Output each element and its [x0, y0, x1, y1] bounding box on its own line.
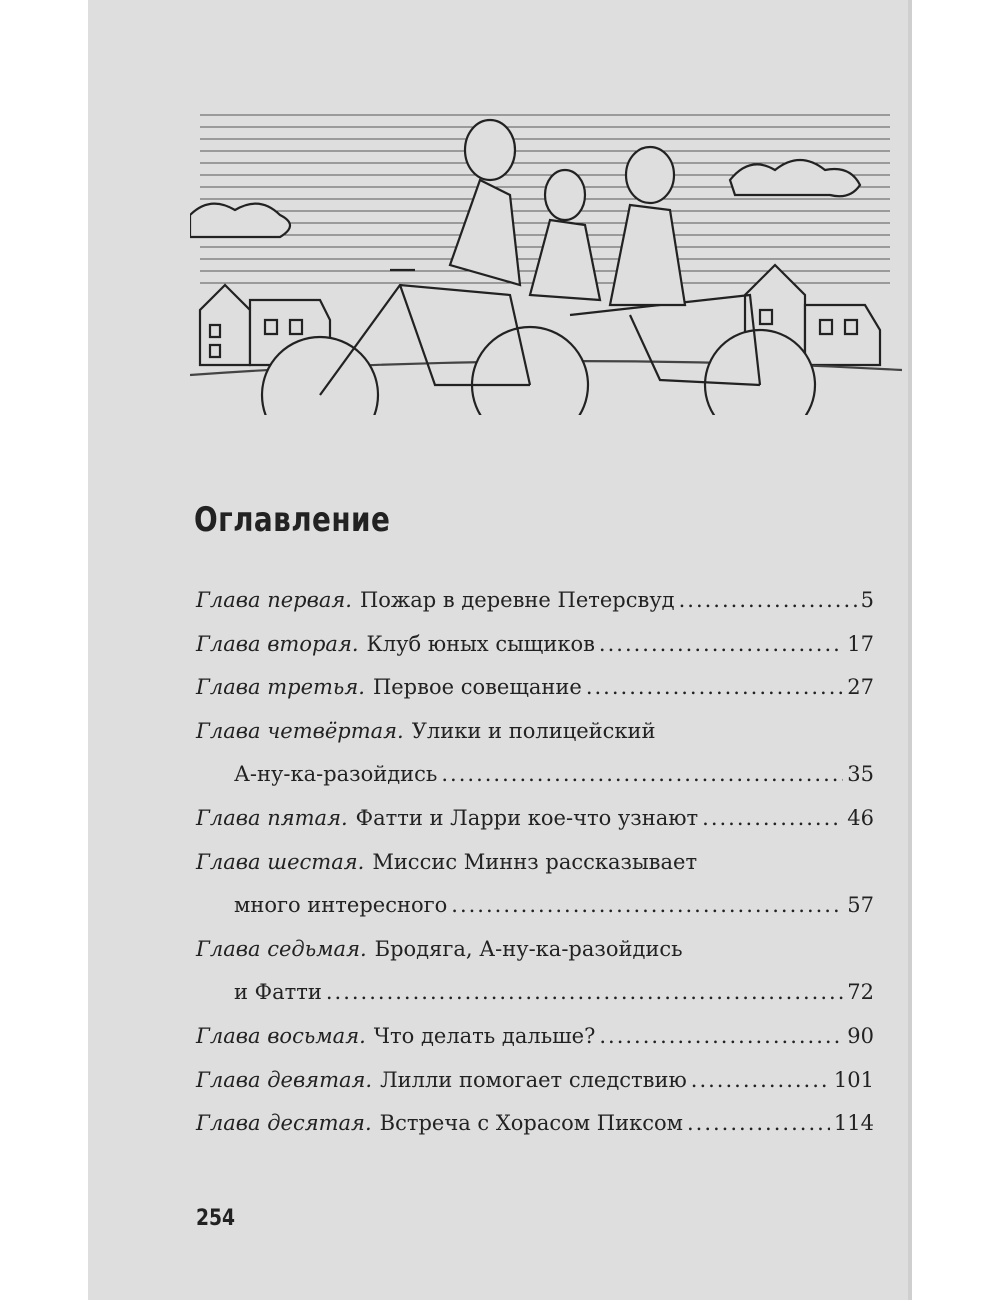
children-on-bicycles-illustration	[190, 95, 902, 415]
chapter-label: Глава седьмая.	[196, 936, 367, 961]
children	[450, 120, 685, 305]
page-ref: 17	[847, 631, 874, 656]
page-ref: 90	[847, 1023, 874, 1048]
chapter-label: Глава пятая.	[196, 805, 348, 830]
chapter-label: Глава шестая.	[196, 849, 365, 874]
chapter-title: Пожар в деревне Петерсвуд	[359, 588, 675, 612]
toc-entry-continuation[interactable]	[196, 893, 874, 937]
chapter-label: Глава третья.	[196, 675, 365, 700]
chapter-title: Клуб юных сыщиков	[366, 631, 595, 656]
toc-entry-continuation[interactable]	[196, 762, 874, 806]
leader-dots	[441, 762, 843, 786]
chapter-title: Бродяга, А-ну-ка-разойдись	[374, 936, 683, 961]
chapter-label: Глава первая.	[196, 588, 352, 612]
page-title: Оглавление	[194, 500, 391, 540]
chapter-title: Первое совещание	[372, 675, 582, 700]
page-ref: 114	[833, 1111, 874, 1136]
leader-dots	[691, 1068, 830, 1092]
page-ref: 57	[847, 893, 874, 918]
chapter-title-cont: А-ну-ка-разойдись	[234, 762, 438, 787]
chapter-label: Глава десятая.	[196, 1111, 372, 1136]
chapter-label: Глава девятая.	[196, 1067, 373, 1092]
leader-dots	[326, 980, 843, 1004]
chapter-label: Глава вторая.	[196, 631, 359, 656]
leader-dots	[599, 632, 843, 656]
leader-dots	[687, 1111, 830, 1135]
leader-dots	[599, 1024, 843, 1048]
toc-entry[interactable]	[196, 850, 874, 894]
toc-entry[interactable]	[196, 675, 874, 719]
leader-dots	[702, 806, 843, 830]
toc-entry-continuation[interactable]	[196, 980, 874, 1024]
page-edge	[908, 0, 912, 1300]
toc-entry[interactable]	[196, 719, 874, 763]
toc-entry[interactable]	[196, 1068, 874, 1112]
toc-entry[interactable]	[196, 588, 874, 632]
chapter-title: Что делать дальше?	[373, 1023, 596, 1048]
chapter-label: Глава восьмая.	[196, 1023, 366, 1048]
page-ref: 27	[847, 675, 874, 700]
chapter-title: Лилли помогает следствию	[380, 1067, 687, 1092]
chapter-title-cont: много интересного	[234, 893, 448, 918]
chapter-label: Глава четвёртая.	[196, 718, 404, 743]
leader-dots	[679, 588, 857, 612]
chapter-title-cont: и Фатти	[234, 980, 322, 1005]
chapter-title: Миссис Миннз рассказывает	[372, 849, 698, 874]
leader-dots	[586, 675, 843, 699]
page-ref: 101	[833, 1067, 874, 1092]
toc-entry[interactable]	[196, 1111, 874, 1155]
page-ref: 72	[847, 980, 874, 1005]
toc-entry[interactable]	[196, 1024, 874, 1068]
chapter-title: Улики и полицейский	[411, 718, 656, 743]
leader-dots	[451, 893, 843, 917]
page-number: 254	[196, 1206, 236, 1231]
chapter-title: Встреча с Хорасом Пиксом	[379, 1111, 683, 1136]
page-ref: 5	[860, 588, 874, 612]
page-ref: 46	[847, 805, 874, 830]
toc-entry[interactable]	[196, 632, 874, 676]
toc-entry[interactable]	[196, 806, 874, 850]
page-ref: 35	[847, 762, 874, 787]
chapter-title: Фатти и Ларри кое-что узнают	[355, 805, 699, 830]
toc-entry[interactable]	[196, 937, 874, 981]
table-of-contents	[196, 588, 874, 1155]
